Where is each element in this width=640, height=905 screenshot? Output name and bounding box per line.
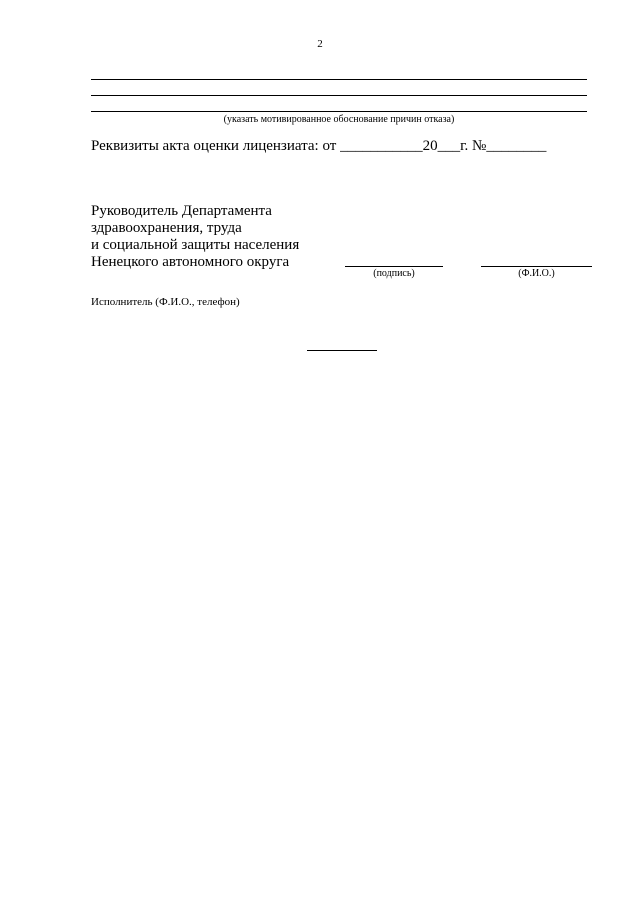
signer-line-3: и социальной защиты населения xyxy=(91,237,300,253)
refusal-reason-line-2 xyxy=(91,95,587,96)
signer-line-1: Руководитель Департамента xyxy=(91,203,272,219)
refusal-reason-line-3 xyxy=(91,111,587,112)
signer-line-4: Ненецкого автономного округа xyxy=(91,254,290,270)
end-divider xyxy=(307,350,377,351)
page-number: 2 xyxy=(317,38,323,50)
fio-line xyxy=(481,266,592,267)
signature-caption: (подпись) xyxy=(373,268,415,279)
act-requisites-line: Реквизиты акта оценки лицензиата: от ___________20___г. №________ xyxy=(91,138,547,154)
signer-position xyxy=(91,203,299,271)
fio-caption: (Ф.И.О.) xyxy=(518,268,555,279)
signature-line xyxy=(345,266,443,267)
refusal-reason-line-1 xyxy=(91,79,587,80)
executor-line: Исполнитель (Ф.И.О., телефон) xyxy=(91,296,240,308)
refusal-reason-caption: (указать мотивированное обоснование причин отказа) xyxy=(223,114,455,125)
signer-line-2: здравоохранения, труда xyxy=(91,220,242,236)
